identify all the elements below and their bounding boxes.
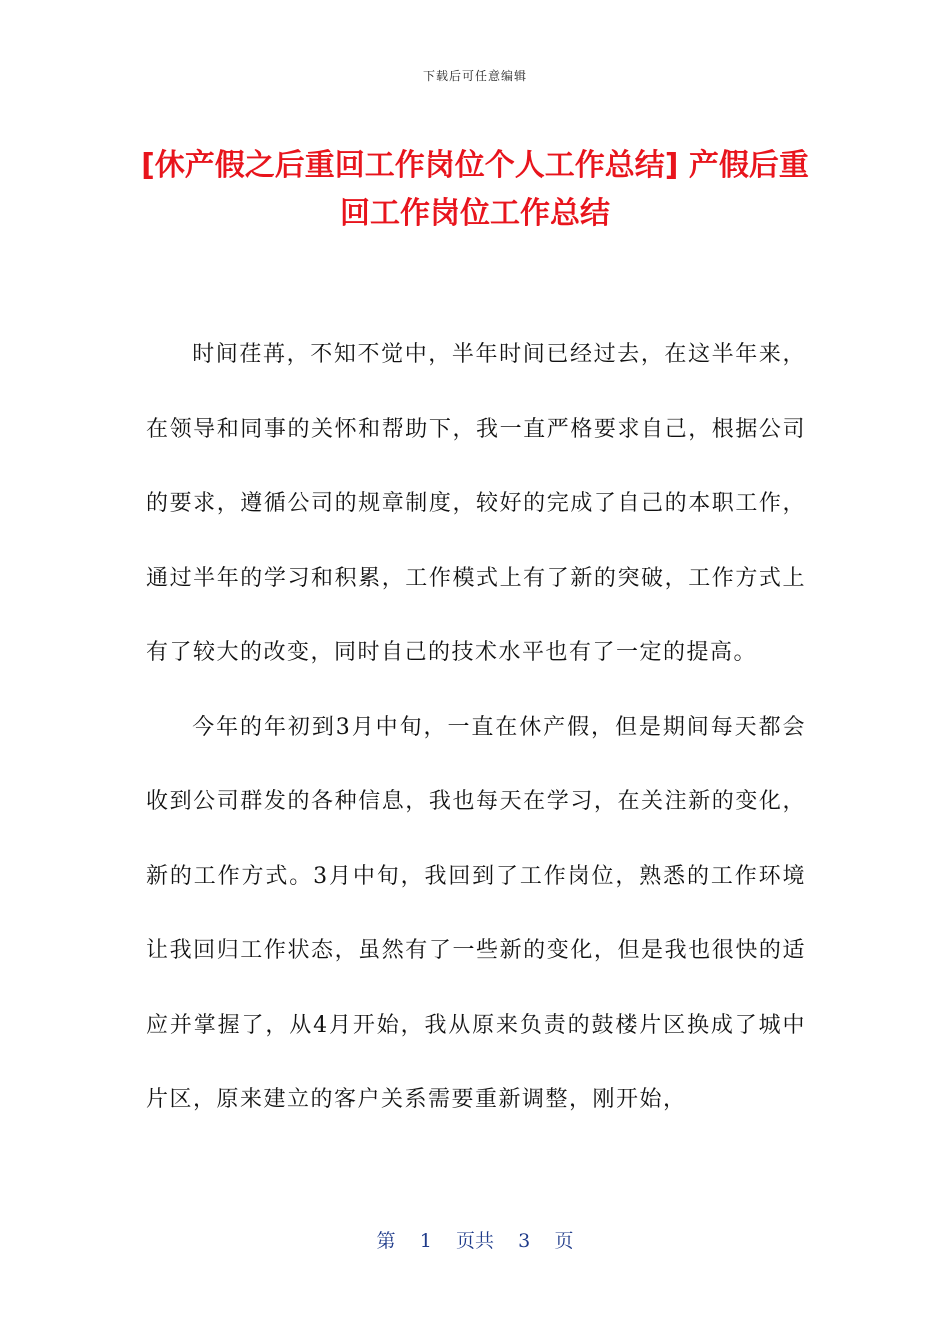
total-pages-number: 3 <box>518 1230 531 1252</box>
page-label-mid: 页共 <box>455 1230 494 1252</box>
document-body <box>146 318 806 1138</box>
document-title: [休产假之后重回工作岗位个人工作总结] 产假后重回工作岗位工作总结 <box>141 148 809 231</box>
current-page-number: 1 <box>419 1230 432 1252</box>
page-footer <box>0 1226 950 1253</box>
page-label-suffix: 页 <box>554 1230 574 1252</box>
paragraph: 今年的年初到3月中旬，一直在休产假，但是期间每天都会收到公司群发的各种信息，我也每天在学习，在关注新的变化，新的工作方式。3月中旬，我回到了工作岗位，熟悉的工作环境让我回归工作状态，虽然有了一些新的变化，但是我也很快的适应并掌握了，从4月开始，我从原来负责的鼓楼片区换成了城中片区，原来建立的客户关系需要重新调整，刚开始， <box>146 714 806 1112</box>
header-note: 下载后可任意编辑 <box>422 69 527 83</box>
paragraph: 时间荏苒，不知不觉中，半年时间已经过去，在这半年来，在领导和同事的关怀和帮助下，我一直严格要求自己，根据公司的要求，遵循公司的规章制度，较好的完成了自己的本职工作，通过半年的学习和积累，工作模式上有了新的突破，工作方式上有了较大的改变，同时自己的技术水平也有了一定的提高。 <box>146 342 806 665</box>
page-label-prefix: 第 <box>376 1230 396 1252</box>
